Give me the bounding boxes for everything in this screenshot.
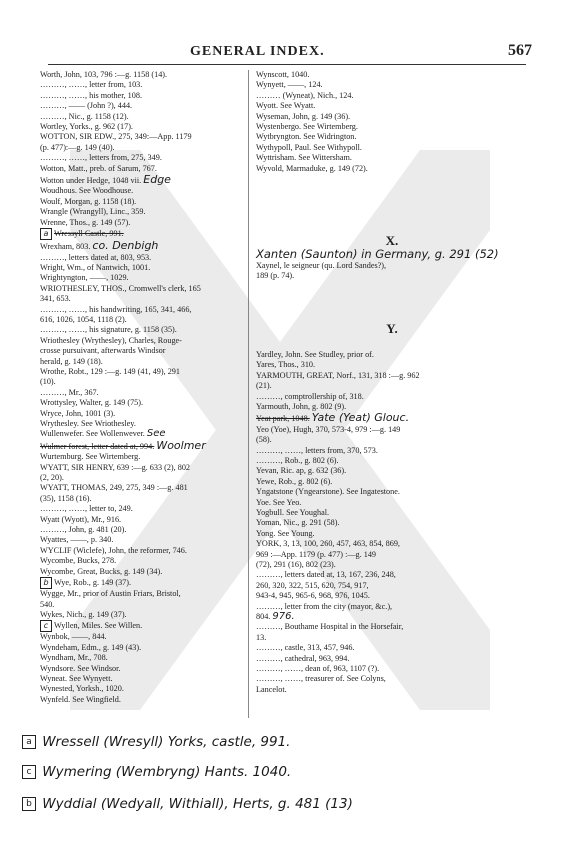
index-entry-row	[40, 174, 245, 186]
index-entry: Woulf, Morgan, g. 1158 (18).	[40, 196, 137, 206]
page-title: GENERAL INDEX.	[190, 44, 325, 59]
index-entry: Wytbryngton. See Widrington.	[256, 132, 357, 142]
index-entry: Wrottysley, Walter, g. 149 (75).	[40, 398, 144, 408]
index-entry: Wotton under Hedge, 1048 vii.	[40, 176, 142, 186]
index-entry: Wynfeld. See Wingfield.	[40, 694, 121, 704]
handwritten-mark-c: c	[40, 620, 52, 632]
index-entry: 943-4, 945, 965-6, 968, 976, 1045.	[256, 591, 370, 601]
footnote-text: Wymering (Wembryng) Hants. 1040.	[42, 764, 292, 780]
index-entry-row	[40, 429, 245, 439]
index-entry: WYATT, SIR HENRY, 639 :—g. 633 (2), 802	[40, 462, 191, 472]
index-column-right	[256, 70, 528, 695]
index-entry: Wyott. See Wyatt.	[256, 101, 316, 111]
handwritten-see: See	[146, 428, 166, 440]
index-entry: YARMOUTH, GREAT, Norf., 131, 318 :—g. 962	[256, 370, 420, 380]
index-entry: 616, 1026, 1054, 1118 (2).	[40, 314, 127, 324]
index-entry: ………, ……, letter from, 103.	[40, 80, 143, 90]
index-entry: Wycombe, Great, Bucks, g. 149 (34).	[40, 566, 163, 576]
spacer	[256, 174, 528, 230]
index-entry: Lancelot.	[256, 684, 287, 694]
index-entry: Wygge, Mr., prior of Austin Friars, Bristol,	[40, 589, 181, 599]
index-entry: ………, ……, his signature, g. 1158 (35).	[40, 325, 177, 335]
index-entry: Wystenbergo. See Wirtemberg.	[256, 122, 358, 132]
index-entry: Wullenwefer. See Wollenwever.	[40, 429, 145, 439]
index-column-left	[40, 70, 245, 705]
index-entry: Xaynel, le seigneur (qu. Lord Sandes?),	[256, 261, 387, 271]
index-entry: Wynyett, ——, 124.	[256, 80, 323, 90]
index-entry: 260, 320, 322, 515, 620, 754, 917,	[256, 580, 369, 590]
index-entry: Wrythesley. See Wriothesley.	[40, 419, 136, 428]
index-entry: Wrightyngton, ——, 1029.	[40, 273, 129, 283]
index-entry: 189 (p. 74).	[256, 271, 295, 281]
index-entry: Yngatstone (Yngearstone). See Ingatestone.	[256, 487, 400, 497]
index-entry: Yevan, Ric. ap, g. 632 (36).	[256, 466, 347, 476]
index-entry: Wythypoll, Paul. See Withypoll.	[256, 142, 362, 152]
handwritten-york-976: 976.	[272, 611, 295, 623]
spacer	[256, 336, 528, 350]
index-entry: Wurtemburg. See Wirtemberg.	[40, 452, 141, 462]
index-entry: Yogbull. See Youghal.	[256, 507, 330, 517]
index-entry: Yoe. See Yeo.	[256, 497, 302, 507]
index-entry: Woudhous. See Woodhouse.	[40, 186, 134, 196]
index-entry: Yardley, John. See Studley, prior of.	[256, 349, 374, 359]
index-entry: Wyneat. See Wynyett.	[40, 673, 113, 683]
index-entry: Wyndeham, Edm., g. 149 (43).	[40, 642, 142, 652]
index-entry: Wyvold, Marmaduke, g. 149 (72).	[256, 163, 368, 173]
index-entry: ………, letter from the city (mayor, &c.),	[256, 601, 393, 611]
index-entry-row	[40, 620, 245, 632]
index-entry-row	[40, 440, 245, 452]
handwritten-edge: Edge	[143, 173, 171, 187]
index-entry: ………, ……, letters from, 370, 573.	[256, 445, 378, 455]
index-entry: Wrangle (Wrangyll), Linc., 359.	[40, 207, 146, 217]
header-rule	[48, 64, 526, 65]
index-entry: Yewe, Rob., g. 802 (6).	[256, 476, 333, 486]
index-entry: ………, —— (John ?), 444.	[40, 101, 133, 111]
index-entry: Wulmer forest, letter dated at, 994.	[40, 441, 155, 451]
index-entry: Wyattes, ——, p. 340.	[40, 535, 114, 545]
index-entry: 341, 653.	[40, 294, 71, 304]
index-entry: ………, Bouthame Hospital in the Horsefair,	[256, 622, 404, 632]
index-entry: Yoman, Nic., g. 291 (58).	[256, 518, 340, 528]
index-entry: herald, g. 149 (18).	[40, 356, 103, 366]
index-entry: Yong. See Young.	[256, 528, 315, 538]
index-entry: ………, letters dated at, 803, 953.	[40, 252, 152, 262]
index-entry-row	[40, 240, 245, 252]
index-entry: (58).	[256, 435, 272, 445]
index-entry: Wykes, Nich., g. 149 (37).	[40, 609, 127, 619]
index-entry: Wrothe, Robt., 129 :—g. 149 (41, 49), 291	[40, 366, 180, 376]
index-entry: Wright, Wm., of Nantwich, 1001.	[40, 262, 151, 272]
index-entry: WRIOTHESLEY, THOS., Cromwell's clerk, 165	[40, 283, 201, 293]
index-entry: Wye, Rob., g. 149 (37).	[54, 577, 132, 587]
page-header	[0, 44, 567, 66]
section-heading-x: X.	[385, 233, 399, 249]
index-entry: (10).	[40, 377, 56, 387]
index-entry: ………, ……, dean of, 963, 1107 (?).	[256, 664, 380, 674]
index-entry-row	[256, 412, 528, 424]
index-entry: Wyseman, John, g. 149 (36).	[256, 111, 351, 121]
index-entry: WOTTON, SIR EDW., 275, 349:—App. 1179	[40, 132, 192, 142]
index-entry: Yarmouth, John, g. 802 (9).	[256, 401, 347, 411]
index-entry: (p. 477):—g. 149 (40).	[40, 142, 115, 152]
footnote-mark: a	[22, 735, 36, 749]
index-entry: crosse pursuivant, afterwards Windsor	[40, 346, 166, 356]
footnote-text: Wyddial (Wedyall, Withiall), Herts, g. 481 (13)	[42, 796, 353, 812]
index-entry: (35), 1158 (16).	[40, 493, 92, 503]
index-entry: ………, comptrollership of, 318.	[256, 391, 364, 401]
index-entry: Yares, Thos., 310.	[256, 360, 316, 370]
index-entry: 540.	[40, 599, 55, 609]
index-entry: ………, John, g. 481 (20).	[40, 525, 127, 535]
index-entry: Wriothesley (Wrythesley), Charles, Rouge-	[40, 335, 182, 345]
index-entry: Wyndsore. See Windsor.	[40, 663, 121, 673]
section-heading-y: Y.	[386, 320, 398, 336]
index-entry: Wyllen, Miles. See Willen.	[54, 621, 143, 631]
index-entry: 13.	[256, 632, 267, 642]
index-entry: WYATT, THOMAS, 249, 275, 349 :—g. 481	[40, 483, 188, 493]
handwritten-footnote	[22, 734, 290, 750]
index-entry: Wycombe, Bucks, 278.	[40, 556, 117, 566]
index-entry: Wyttrisham. See Wittersham.	[256, 153, 352, 163]
handwritten-denbigh: co. Denbigh	[92, 239, 159, 253]
index-entry: Wyatt (Wyott), Mr., 916.	[40, 514, 122, 524]
handwritten-footnote	[22, 764, 291, 780]
spacer	[256, 282, 528, 318]
index-entry: WYCLIF (Wiclefe), John, the reformer, 746.	[40, 545, 187, 555]
handwritten-footnote	[22, 796, 353, 812]
index-entry: ………, ……, treasurer of. See Colyns,	[256, 674, 386, 684]
index-entry: Wyndham, Mr., 708.	[40, 653, 108, 663]
index-entry: Worth, John, 103, 796 :—g. 1158 (14).	[40, 70, 168, 79]
handwritten-yate: Yate (Yeat) Glouc.	[311, 411, 410, 425]
index-entry: Yeat park, 1048.	[256, 414, 310, 424]
index-entry-row	[256, 612, 528, 622]
index-entry: (72), 291 (16), 802 (23).	[256, 560, 336, 569]
footnote-mark: b	[22, 797, 36, 811]
index-entry: ………, castle, 313, 457, 946.	[256, 643, 355, 653]
index-entry: ………, Nic., g. 1158 (12).	[40, 111, 129, 121]
index-entry: ……… (Wyneat), Nich., 124.	[256, 90, 354, 100]
index-entry: ………, ……, letters from, 275, 349.	[40, 153, 162, 163]
handwritten-mark-b: b	[40, 577, 52, 589]
index-entry-row	[40, 577, 245, 589]
index-entry: Wrenne, Thos., g. 149 (57).	[40, 217, 131, 227]
handwritten-mark-a: a	[40, 228, 52, 240]
index-entry: Wynested, Yorksh., 1020.	[40, 684, 124, 694]
index-entry: 969 :—App. 1179 (p. 477) :—g. 149	[256, 549, 377, 559]
index-entry: Wortley, Yorks., g. 962 (17).	[40, 122, 133, 132]
index-entry: ………, ……, his handwriting, 165, 341, 466,	[40, 304, 192, 314]
footnote-text: Wressell (Wresyll) Yorks, castle, 991.	[42, 734, 291, 750]
column-divider	[248, 70, 249, 718]
handwritten-xanten: Xanten (Saunton) in Germany, g. 291 (52)	[256, 247, 499, 262]
index-entry: Wrexham, 803.	[40, 242, 91, 252]
index-entry: ………, ……, his mother, 108.	[40, 90, 143, 100]
index-entry: YORK, 3, 13, 100, 260, 457, 463, 854, 869,	[256, 539, 400, 549]
index-entry: (2, 20).	[40, 473, 64, 483]
index-entry: Wotton, Matt., preb. of Sarum, 767.	[40, 163, 157, 173]
index-entry: (21).	[256, 381, 272, 391]
index-entry: Wynscott, 1040.	[256, 70, 310, 79]
index-entry: Wryce, John, 1001 (3).	[40, 408, 116, 418]
handwritten-woolmer: Woolmer	[156, 438, 206, 452]
page-number: 567	[508, 42, 532, 59]
footnote-mark: c	[22, 765, 36, 779]
index-entry: ………, letters dated at, 13, 167, 236, 248,	[256, 570, 396, 580]
index-entry: ………, Rob., g. 802 (6).	[256, 455, 339, 465]
index-entry: ………, Mr., 367.	[40, 387, 99, 397]
index-entry: 804.	[256, 612, 271, 622]
index-entry: Wressyll Castle, 991.	[54, 228, 124, 238]
index-entry: ………, ……, letter to, 249.	[40, 504, 133, 514]
index-entry: Yeo (Yoe), Hugh, 370, 573-4, 979 :—g. 149	[256, 424, 401, 434]
index-entry: ………, cathedral, 963, 994.	[256, 653, 350, 663]
index-entry: Wynbok, ——, 844.	[40, 632, 107, 642]
